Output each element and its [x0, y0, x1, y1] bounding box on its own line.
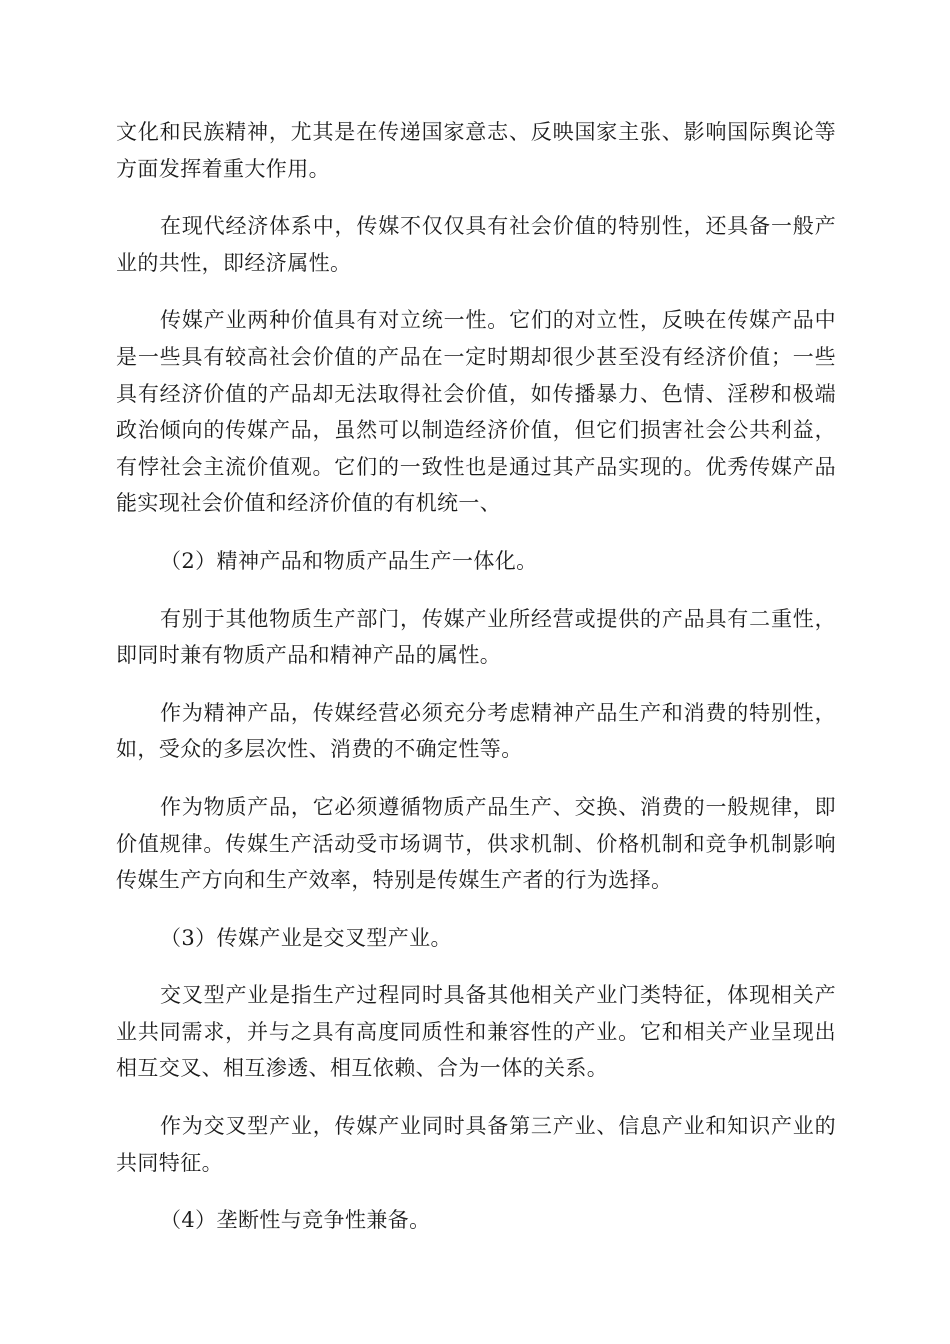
section-heading-2: （2）精神产品和物质产品生产一体化。: [160, 548, 538, 573]
section-heading-4: （4）垄断性与竞争性兼备。: [160, 1208, 431, 1233]
paragraph-economic-attribute: 在现代经济体系中，传媒不仅仅具有社会价值的特别性，还具备一般产业的共性，即经济属性。: [116, 214, 836, 275]
paragraph-dual-nature: 有别于其他物质生产部门，传媒产业所经营或提供的产品具有二重性，即同时兼有物质产品和精神产品的属性。: [116, 606, 836, 668]
section-heading-3: （3）传媒产业是交叉型产业。: [160, 925, 452, 950]
paragraph-continuation: 文化和民族精神，尤其是在传递国家意志、反映国家主张、影响国际舆论等方面发挥着重大作用。: [116, 120, 836, 181]
paragraph-cross-industry-features: 作为交叉型产业，传媒产业同时具备第三产业、信息产业和知识产业的共同特征。: [116, 1114, 836, 1175]
paragraph-material-product: 作为物质产品，它必须遵循物质产品生产、交换、消费的一般规律，即价值规律。传媒生产活动受市场调节，供求机制、价格机制和竞争机制影响传媒生产方向和生产效率，特别是传媒生产者的行为选择。: [116, 794, 836, 893]
paragraph-cross-industry-definition: 交叉型产业是指生产过程同时具备其他相关产业门类特征，体现相关产业共同需求，并与之具有高度同质性和兼容性的产业。它和相关产业呈现出相互交叉、相互渗透、相互依赖、合为一体的关系。: [116, 983, 836, 1081]
paragraph-spiritual-product: 作为精神产品，传媒经营必须充分考虑精神产品生产和消费的特别性，如，受众的多层次性、消费的不确定性等。: [116, 700, 836, 762]
document-page: [116, 114, 836, 1260]
paragraph-value-unity: 传媒产业两种价值具有对立统一性。它们的对立性，反映在传媒产品中是一些具有较高社会价值的产品在一定时期却很少甚至没有经济价值；一些具有经济价值的产品却无法取得社会价值，如传播暴力、色情、淫秽和极端政治倾向的传媒产品，虽然可以制造经济价值，但它们损害社会公共利益，有悖社会主流价值观。它们的一致性也是通过其产品实现的。优秀传媒产品能实现社会价值和经济价值的有机统一、: [116, 308, 836, 516]
